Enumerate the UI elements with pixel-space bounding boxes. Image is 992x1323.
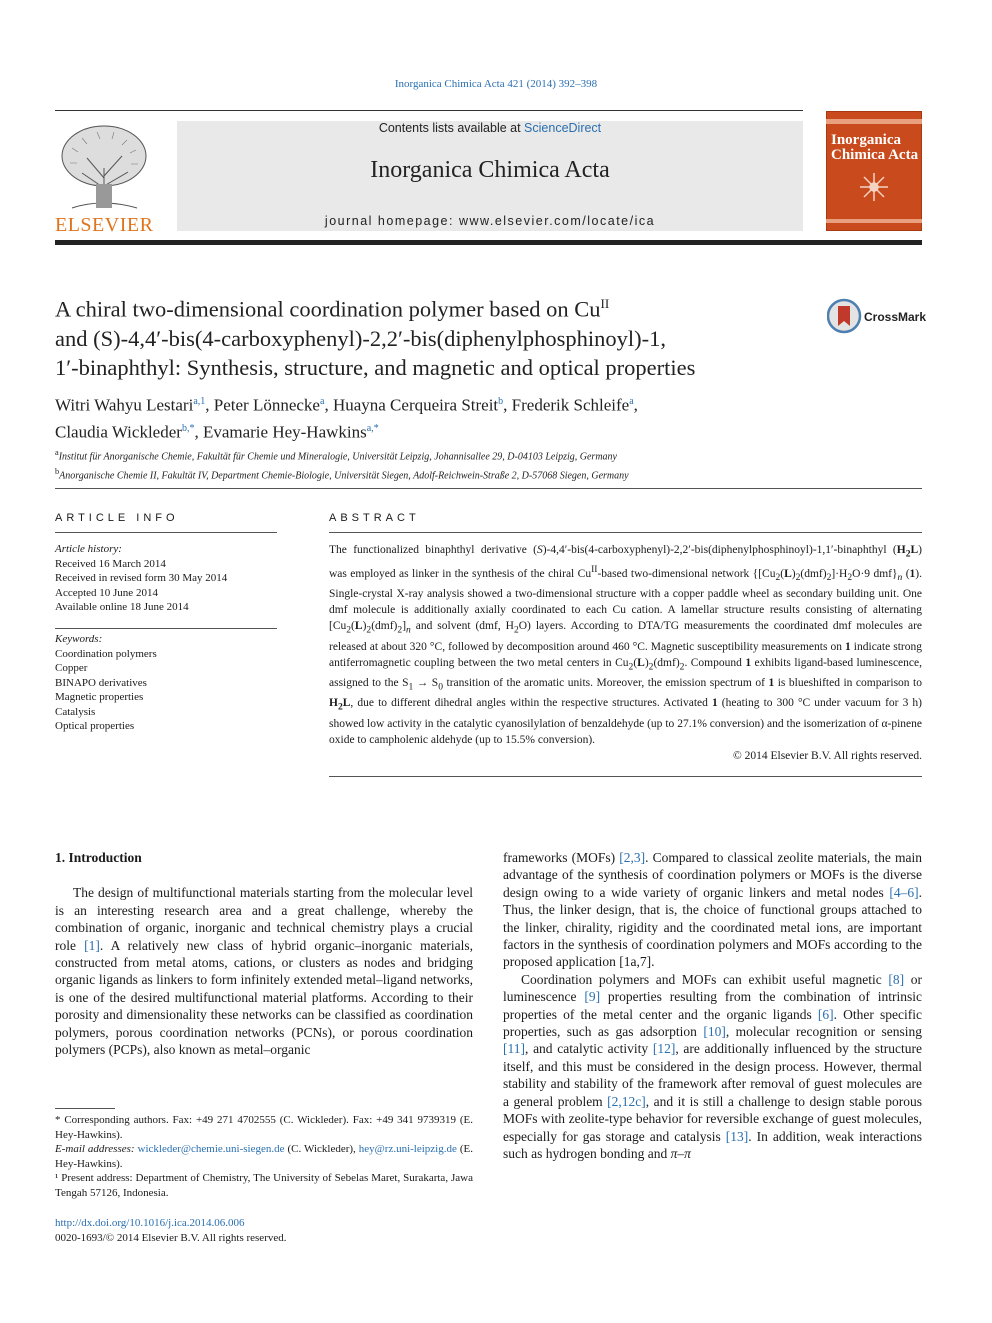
author-name[interactable]: Claudia Wickleder	[55, 422, 182, 442]
footnotes	[55, 1113, 473, 1200]
ref-link[interactable]: [2,12c]	[607, 1093, 646, 1109]
keyword-item: Optical properties	[55, 720, 135, 732]
cover-band-top	[826, 119, 922, 124]
abstract-bottom-rule	[329, 776, 922, 777]
keyword-item: Copper	[55, 662, 88, 674]
keywords-block	[55, 632, 277, 734]
affiliation-marker: a	[55, 448, 59, 457]
keywords-rule	[55, 628, 277, 629]
homepage-prefix: journal homepage:	[324, 214, 459, 228]
journal-citation[interactable]: Inorganica Chimica Acta 421 (2014) 392–398	[394, 78, 598, 90]
issn-line: 0020-1693/© 2014 Elsevier B.V. All rights reserved.	[55, 1231, 287, 1244]
article-info-rule	[55, 532, 277, 533]
keyword-list	[55, 647, 277, 734]
footnote-emails	[55, 1142, 473, 1171]
history-heading: Article history:	[55, 543, 122, 555]
ref-link[interactable]: [10]	[703, 1024, 726, 1040]
footnote-rule	[55, 1108, 115, 1109]
history-item: Available online 18 June 2014	[55, 601, 189, 613]
history-item: Accepted 10 June 2014	[55, 586, 158, 599]
keyword-item: Magnetic properties	[55, 691, 144, 703]
title-superscript: II	[600, 296, 610, 311]
affiliation	[55, 446, 915, 465]
author-name[interactable]: Witri Wahyu Lestari	[55, 395, 194, 415]
ref-link[interactable]: [12]	[652, 1041, 676, 1057]
journal-homepage	[177, 214, 803, 228]
author-list	[55, 390, 915, 443]
section-heading-introduction: 1. Introduction	[55, 850, 142, 865]
cover-band-bottom	[826, 219, 922, 223]
keyword-item: BINAPO derivatives	[55, 676, 147, 689]
cover-title: Inorganica Chimica Acta	[831, 132, 919, 163]
doi-link[interactable]: http://dx.doi.org/10.1016/j.ica.2014.06.006	[55, 1217, 245, 1229]
author-name[interactable]: Frederik Schleife	[511, 395, 630, 415]
journal-cover-image	[826, 111, 922, 231]
email-who-1: (C. Wickleder),	[284, 1143, 359, 1155]
affil-rule	[55, 488, 922, 489]
sciencedirect-link[interactable]: ScienceDirect	[524, 121, 602, 135]
doi-block	[55, 1216, 287, 1245]
author-affil-marker[interactable]: b,*	[181, 422, 195, 434]
abstract-heading: ABSTRACT	[329, 512, 420, 524]
author-affil-marker[interactable]: a	[319, 396, 325, 407]
ref-link[interactable]: [1]	[84, 937, 100, 953]
author-name[interactable]: Evamarie Hey-Hawkins	[202, 422, 367, 442]
author-separator: ,	[194, 422, 203, 442]
author-separator: ,	[633, 395, 638, 415]
intro-paragraph-1: The design of multifunctional materials starting from the molecular level is an interesting research area and a great challenge, whereby the combination of organic, inorganic and technical chemistry plays a crucial role [1]. A relatively new class of hybrid organic–inorganic materials, constructed from metal atoms, cations, or clusters as nodes and bridging organic ligands as linkers to form infinitely extended metal–ligand networks, is one of the desired multifunctional material platforms. According to their porosity and dimensionality these networks can be classified as coordination polymers, porous coordination networks (PCNs), or porous coordination polymers (PCPs), also known as metal–organic	[55, 885, 473, 1058]
affiliation	[55, 465, 915, 484]
author-name[interactable]: Peter Lönnecke	[213, 395, 320, 415]
ref-link[interactable]: [13]	[725, 1128, 749, 1144]
email-label: E-mail addresses:	[55, 1143, 135, 1155]
homepage-url[interactable]: www.elsevier.com/locate/ica	[458, 214, 656, 228]
title-line-3: 1′-binaphthyl: Synthesis, structure, and magnetic and optical properties	[55, 354, 696, 380]
header-thick-rule	[55, 240, 922, 245]
body-column-right	[503, 849, 922, 1162]
ref-link[interactable]: [11]	[503, 1041, 525, 1057]
article-title	[55, 289, 815, 382]
journal-title: Inorganica Chimica Acta	[370, 157, 610, 183]
ref-link[interactable]: [2,3]	[619, 850, 646, 865]
article-history	[55, 542, 277, 615]
intro-paragraph-1-cont: frameworks (MOFs) [2,3]. Compared to classical zeolite materials, the main advantage of the synthesis of coordination polymers or MOFs is the diverse design owing to a wide variety of organic linkers and metal nodes [4–6]. Thus, the linker design, that is, the choice of functional groups attached to the linker, chirality, rigidity and the coordinated metal ions, are important factors in the synthesis of coordination polymers and MOFs according to the proposed application [1a,7].	[503, 850, 922, 970]
email-link-wickleder[interactable]: wickleder@chemie.uni-siegen.de	[137, 1143, 285, 1155]
history-list	[55, 557, 277, 615]
history-item: Received 16 March 2014	[55, 557, 166, 570]
title-line-1: A chiral two-dimensional coordination polymer based on Cu	[55, 296, 601, 322]
crossmark-badge[interactable]	[827, 298, 927, 334]
cover-molecule-icon	[856, 169, 892, 205]
email-who-2: (E. Hey-Hawkins).	[55, 1143, 473, 1170]
author-name[interactable]: Huayna Cerqueira Streit	[332, 395, 499, 415]
affiliation-text: Anorganische Chemie II, Fakultät IV, Department Chemie-Biologie, Universität Siegen, Adolf-Reichwein-Straße 2, D-57068 Siegen, Germany	[59, 470, 629, 482]
abstract-rule	[329, 532, 922, 533]
crossmark-label: CrossMark	[864, 310, 927, 324]
ref-link[interactable]: [6]	[817, 1006, 834, 1022]
contents-line	[177, 121, 803, 135]
footnote-present-address: ¹ Present address: Department of Chemistry, The University of Sebelas Maret, Surakarta, Jawa Tengah 57126, Indonesia.	[55, 1172, 473, 1199]
body-column-left	[55, 849, 473, 1058]
header-rule	[55, 110, 803, 111]
footnote-corresponding: * Corresponding authors. Fax: +49 271 4702555 (C. Wickleder). Fax: +49 341 9739319 (E. Hey-Hawkins).	[55, 1114, 473, 1141]
author-separator: ,	[503, 395, 512, 415]
elsevier-wordmark: ELSEVIER	[55, 214, 154, 236]
author-affil-marker[interactable]: b	[498, 396, 504, 407]
ref-link[interactable]: [9]	[584, 989, 601, 1005]
author-affil-marker[interactable]: a	[629, 396, 634, 407]
keywords-heading: Keywords:	[55, 633, 103, 645]
ref-link[interactable]: [8]	[888, 971, 905, 987]
abstract-paragraph: The functionalized binaphthyl derivative (S)-4,4′-bis(4-carboxyphenyl)-2,2′-bis(diphenylphosphinoyl)-1,1′-binaphthyl $(H_2L)$ was employed as linker in the synthesis of the chiral $Cu^{II}$-based two-dimensional network {$[Cu_2(L)_2(dmf)_2]\cdot H_2O\cdot 9$ $dmf\}_n$ (1). Single-crystal X-ray analysis showed a two-dimensional structure with a copper paddle wheel as secondary building unit. One dmf molecule is additionally axially coordinated to each Cu cation. A lamellar structure results consisting of alternating $[Cu_2(L)_2(dmf)_2]_n$ and solvent (dmf, $H_2O$) layers. According to DTA/TG measurements the coordinated dmf molecules are released at about 320 °C, followed by decomposition around 460 °C. Magnetic susceptibility measurements on 1 indicate strong antiferromagnetic coupling between the two metal centers in $Cu_2(L)_2(dmf)_2$. Compound 1 exhibits ligand-based luminescence, assigned to the $S_1 \to S_0$ transition of the aromatic units. Moreover, the emission spectrum of 1 is blueshifted in comparison to $H_2L$, due to different dihedral angles within the respective structures. Activated 1 (heating to 300 °C under vacuum for 3 h) showed low activity in the catalytic cyanosilylation of benzaldehyde (up to 27.1% conversion) and the isomerization of α-pinene oxide to campholenic aldehyde (up to 15.5% conversion).	[329, 544, 923, 746]
history-item: Received in revised form 30 May 2014	[55, 572, 228, 584]
affiliation-marker: b	[55, 466, 60, 476]
keyword-item: Catalysis	[55, 705, 96, 718]
affiliation-text: Institut für Anorganische Chemie, Fakultät für Chemie und Mineralogie, Universität Leipzig, Johannisallee 29, D-04103 Leipzig, Germany	[58, 451, 617, 463]
contents-prefix: Contents lists available at	[378, 121, 525, 135]
intro-paragraph-2: Coordination polymers and MOFs can exhibit useful magnetic [8] or luminescence [9] properties resulting from the combination of intrinsic properties of the metal center and the organic ligands [6]. Other specific properties, such as gas adsorption [10], molecular recognition or sensing [11], and catalytic activity [12], are additionally influenced by the structure itself, and this must be considered in the design process. However, thermal stability and stability of the framework after removal of guest molecules are a general problem [2,12c], and it is still a challenge to design stable porous MOFs with zeolite-type behavior for reversible exchange of guest molecules, especially for gas storage and catalysis [13]. In addition, weak interactions such as hydrogen bonding and π–π	[503, 971, 923, 1161]
author-separator: ,	[205, 395, 214, 415]
author-separator: ,	[324, 395, 333, 415]
affiliations	[55, 446, 915, 484]
abstract-text	[329, 542, 922, 764]
email-link-hey-hawkins[interactable]: hey@rz.uni-leipzig.de	[358, 1143, 457, 1155]
author-affil-marker[interactable]: a,*	[366, 422, 379, 434]
abstract-copyright: © 2014 Elsevier B.V. All rights reserved.	[733, 749, 922, 762]
article-info-heading: ARTICLE INFO	[55, 512, 179, 524]
title-line-2: and (S)-4,4′-bis(4-carboxyphenyl)-2,2′-bis(diphenylphosphinoyl)-1,	[55, 325, 666, 351]
author-affil-marker[interactable]: a,1	[193, 396, 206, 407]
ref-link[interactable]: [4–6]	[889, 884, 919, 900]
keyword-item: Coordination polymers	[55, 647, 157, 660]
